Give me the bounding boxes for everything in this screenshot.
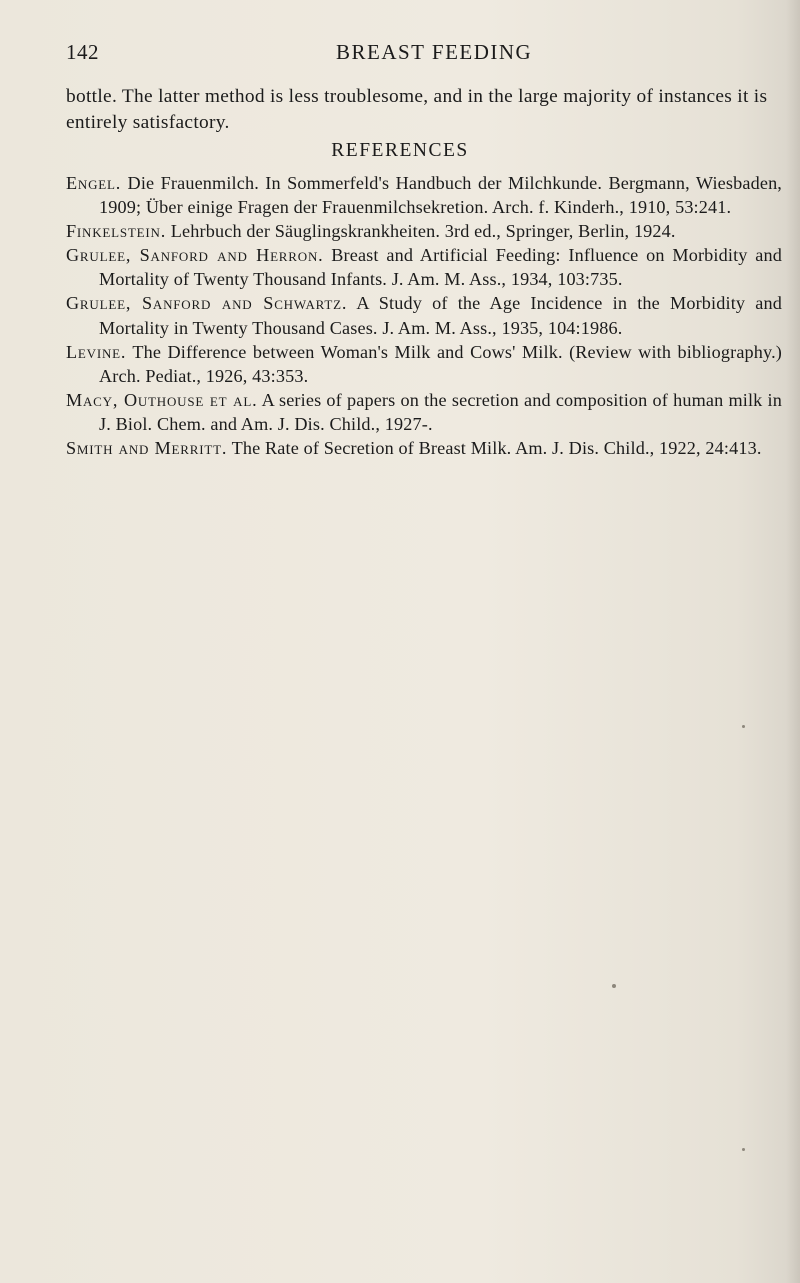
page-edge-shadow — [786, 0, 800, 1283]
reference-authors: Smith and Merritt. — [66, 438, 228, 459]
reference-text: Breast and Artificial Feeding: Influence on Morbidity and Mortality of Twenty Thousand Infants. J. Am. M. Ass., 1934, 103:735. — [99, 245, 782, 290]
paper-speck — [742, 1148, 745, 1151]
references-heading: REFERENCES — [331, 140, 469, 161]
reference-item — [66, 219, 782, 243]
references-list — [66, 171, 782, 460]
reference-text: Lehrbuch der Säuglingskrankheiten. 3rd ed., Springer, Berlin, 1924. — [170, 221, 676, 242]
reference-item — [66, 340, 782, 388]
page-number: 142 — [66, 40, 99, 64]
reference-text: Die Frauenmilch. In Sommerfeld's Handbuch der Milchkunde. Bergmann, Wiesbaden, 1909; Über einige Fragen der Frauenmilchsekretion. Arch. f. Kinderh., 1910, 53:241. — [99, 173, 783, 218]
running-title: BREAST FEEDING — [336, 40, 533, 64]
reference-item — [66, 291, 782, 339]
reference-text: A Study of the Age Incidence in the Morbidity and Mortality in Twenty Thousand Cases. J. Am. M. Ass., 1935, 104:1986. — [99, 293, 782, 338]
reference-item — [66, 436, 782, 460]
body-paragraph: bottle. The latter method is less troublesome, and in the large majority of instances it is entirely satisfactory. — [66, 86, 768, 133]
reference-item — [66, 171, 782, 219]
paper-speck — [742, 725, 745, 728]
reference-authors: Grulee, Sanford and Schwartz. — [66, 293, 348, 314]
reference-text: A series of papers on the secretion and composition of human milk in J. Biol. Chem. and Am. J. Dis. Child., 1927-. — [99, 389, 782, 434]
reference-authors: Levine. — [66, 341, 127, 362]
running-head — [66, 40, 766, 72]
reference-authors: Grulee, Sanford and Herron. — [66, 245, 324, 266]
reference-item — [66, 388, 782, 436]
reference-authors: Finkelstein. — [66, 221, 167, 242]
reference-item — [66, 243, 782, 291]
reference-authors: Macy, Outhouse et al. — [66, 389, 258, 410]
reference-text: The Rate of Secretion of Breast Milk. Am. J. Dis. Child., 1922, 24:413. — [231, 438, 762, 459]
reference-text: The Difference between Woman's Milk and Cows' Milk. (Review with bibliography.) Arch. Pediat., 1926, 43:353. — [99, 341, 782, 386]
reference-authors: Engel. — [66, 173, 122, 193]
paper-speck — [612, 984, 616, 988]
